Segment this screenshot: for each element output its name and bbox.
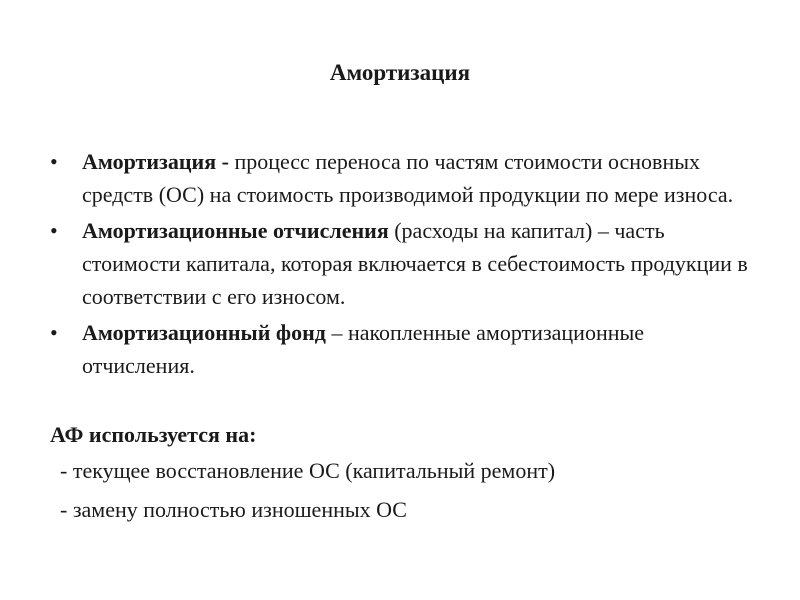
definition: – накопленные амортизационные отчисления. [82,320,645,378]
bullet-icon: • [50,149,58,174]
bullet-icon: • [50,218,58,243]
af-heading: АФ используется на: [50,422,257,447]
list-item [48,214,748,313]
term: Амортизационные отчисления [82,218,389,243]
term: Амортизация - [82,149,229,174]
definition: процесс переноса по частям стоимости основных средств (ОС) на стоимость производимой продукции по мере износа. [82,149,734,207]
af-item: - текущее восстановление ОС (капитальный ремонт) [60,458,556,483]
list-item [48,145,748,211]
term: Амортизационный фонд [82,320,326,345]
definition: (расходы на капитал) – часть стоимости капитала, которая включается в себестоимость продукции в соответствии с его износом. [82,218,748,309]
af-item: - замену полностью изношенных ОС [60,497,407,522]
list-item [48,316,748,382]
bullet-icon: • [50,320,58,345]
slide-title: Амортизация [329,60,471,85]
definition-list [48,145,748,385]
